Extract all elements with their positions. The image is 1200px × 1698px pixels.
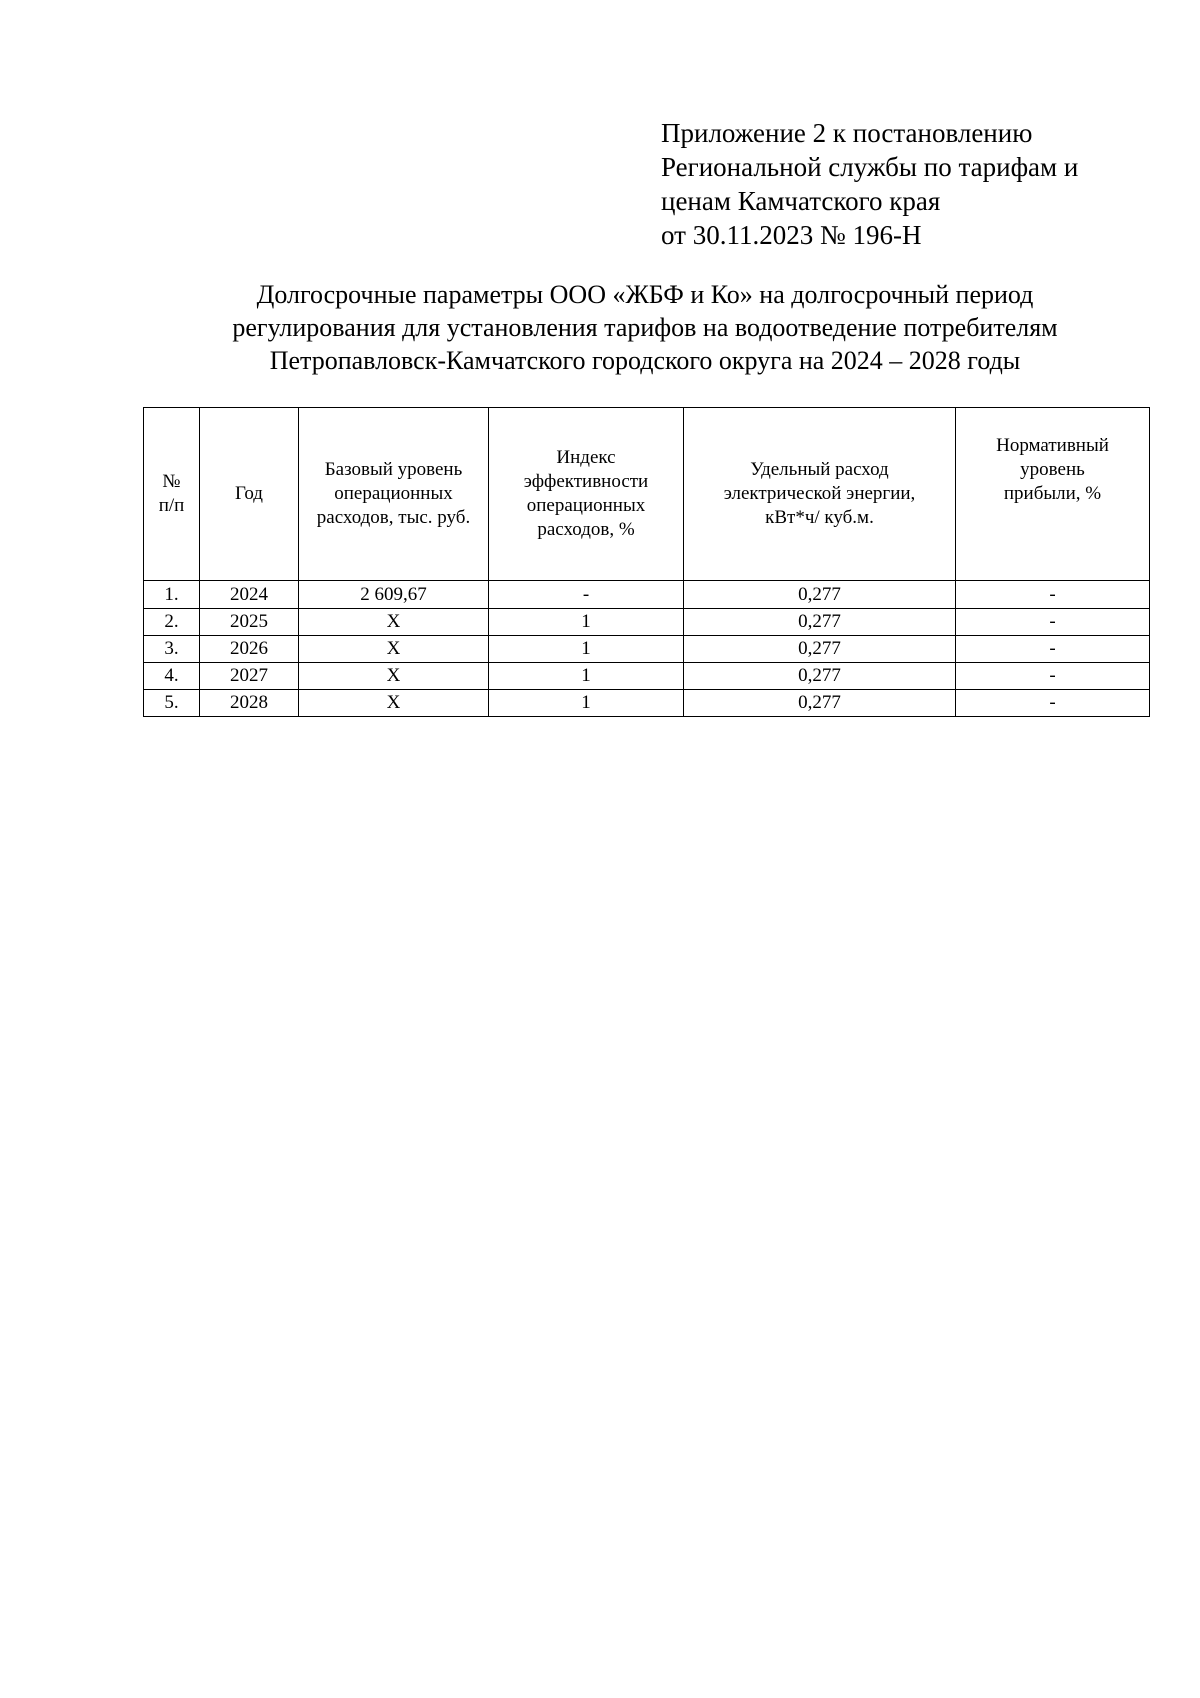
cell-number: 4.	[144, 663, 200, 690]
cell-efficiency-index: 1	[489, 636, 684, 663]
cell-profit-level: -	[956, 609, 1150, 636]
table-row	[144, 609, 1150, 636]
cell-number: 3.	[144, 636, 200, 663]
cell-number: 2.	[144, 609, 200, 636]
cell-base-level: 2 609,67	[299, 581, 489, 609]
cell-efficiency-index: 1	[489, 609, 684, 636]
title-line: Петропавловск-Камчатского городского округа на 2024 – 2028 годы	[269, 346, 1021, 375]
cell-year: 2027	[200, 663, 299, 690]
header-year: Год	[200, 408, 299, 581]
cell-profit-level: -	[956, 581, 1150, 609]
appendix-line: от 30.11.2023 № 196-Н	[661, 220, 922, 250]
appendix-line: Приложение 2 к постановлению	[661, 118, 1033, 148]
title-line: Долгосрочные параметры ООО «ЖБФ и Ко» на долгосрочный период	[256, 280, 1034, 309]
cell-year: 2028	[200, 690, 299, 717]
table-row	[144, 663, 1150, 690]
cell-efficiency-index: -	[489, 581, 684, 609]
header-profit-level: Нормативный уровень прибыли, %	[956, 408, 1150, 581]
cell-base-level: Х	[299, 609, 489, 636]
header-efficiency-index: Индекс эффективности операционных расходов, %	[489, 408, 684, 581]
cell-base-level: Х	[299, 663, 489, 690]
appendix-line: Региональной службы по тарифам и	[661, 152, 1079, 182]
appendix-note	[661, 116, 1161, 252]
cell-efficiency-index: 1	[489, 690, 684, 717]
cell-profit-level: -	[956, 636, 1150, 663]
document-title	[140, 278, 1150, 377]
cell-energy-consumption: 0,277	[684, 581, 956, 609]
header-base-level: Базовый уровень операционных расходов, тыс. руб.	[299, 408, 489, 581]
table-row	[144, 690, 1150, 717]
cell-profit-level: -	[956, 663, 1150, 690]
cell-energy-consumption: 0,277	[684, 663, 956, 690]
cell-base-level: Х	[299, 636, 489, 663]
cell-year: 2026	[200, 636, 299, 663]
parameters-table	[143, 407, 1150, 717]
cell-number: 5.	[144, 690, 200, 717]
header-energy-consumption: Удельный расход электрической энергии, кВт*ч/ куб.м.	[684, 408, 956, 581]
table-row	[144, 581, 1150, 609]
appendix-line: ценам Камчатского края	[661, 186, 941, 216]
cell-number: 1.	[144, 581, 200, 609]
header-number: № п/п	[144, 408, 200, 581]
cell-year: 2024	[200, 581, 299, 609]
cell-efficiency-index: 1	[489, 663, 684, 690]
cell-energy-consumption: 0,277	[684, 690, 956, 717]
cell-profit-level: -	[956, 690, 1150, 717]
cell-energy-consumption: 0,277	[684, 609, 956, 636]
cell-energy-consumption: 0,277	[684, 636, 956, 663]
title-line: регулирования для установления тарифов на водоотведение потребителям	[232, 313, 1058, 342]
cell-base-level: Х	[299, 690, 489, 717]
table-header-row	[144, 408, 1150, 581]
cell-year: 2025	[200, 609, 299, 636]
table-row	[144, 636, 1150, 663]
